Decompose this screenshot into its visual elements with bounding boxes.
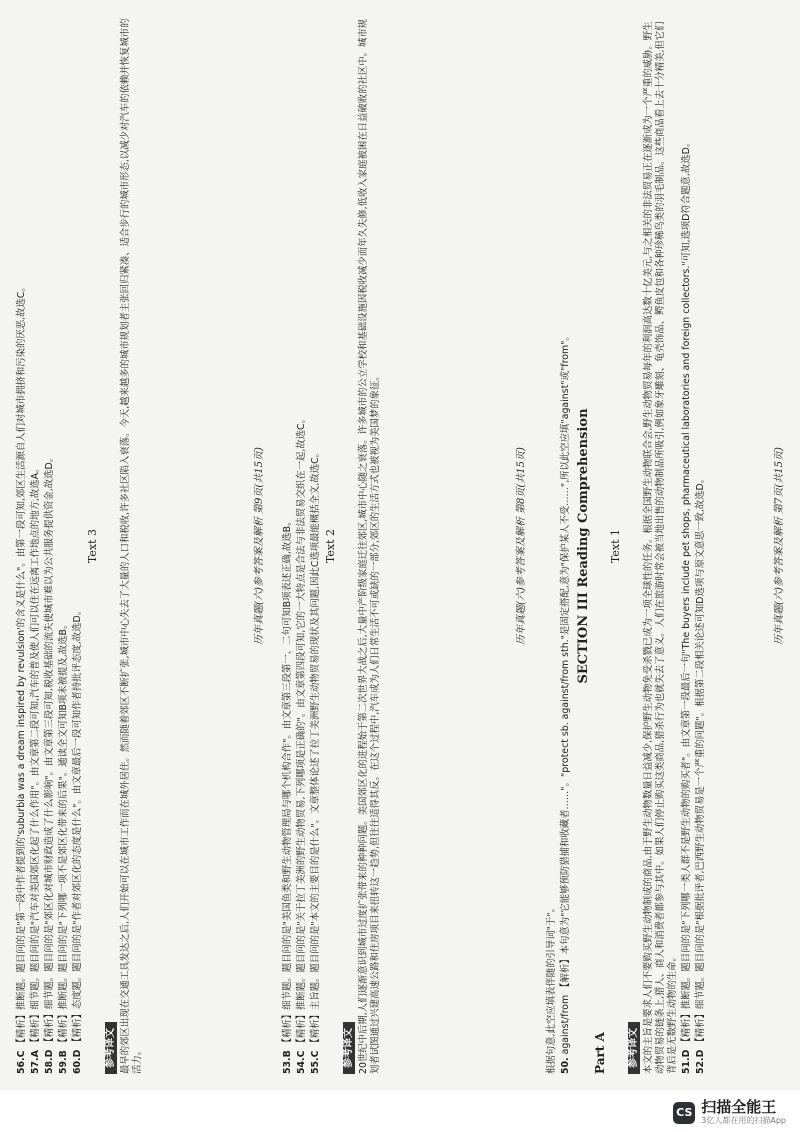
answer-item: 58.D 【精析】细节题。题目问的是"郊区化对城市财政造成了什么影响"。由文章第三段可知,税收基础的流失使城市难以为公共服务提供资金,故选D。 <box>44 452 55 1074</box>
answer-item: 51.D 【精析】推断题。题目问的是"下列哪一类人群不是野生动物的购买者"。由文章第一段最后一句"The buyers include pet shops, pharmaceutical laboratories and foreign collectors."可知,选项D符合题意,故选D。 <box>681 137 692 1074</box>
text-title: Text 3 <box>86 528 99 564</box>
watermark-text <box>701 1099 786 1126</box>
answer-item: 56.C 【精析】推断题。题目问的是"第一段中作者提到的'suburbia was a dream inspired by revulsion'的含义是什么"。由第一段可知,郊区生活源自人们对城市拥挤和污染的厌恶,故选C。 <box>16 282 27 1074</box>
page-footer: 历年真题(六)参考答案及解析 第8页(共15页) <box>516 447 527 645</box>
page-footer: 历年真题(六)参考答案及解析 第7页(共15页) <box>774 447 785 645</box>
answer-item: 54.C 【精析】推断题。题目问的是"关于拉丁美洲的野生动物贸易,下列哪项是正确的"。由文章第四段可知,它的一大特点是合法与非法贸易交织在一起,故选C。 <box>296 414 307 1074</box>
answer-item: 53.B 【精析】细节题。题目问的是"美国鱼类和野生动物管理局与哪个机构合作"。由文章第三段第一、二句可知B项表述正确,故选B。 <box>282 516 293 1074</box>
answer-item: 57.A 【精析】细节题。题目问的是"汽车对美国郊区化起了什么作用"。由文章第二段可知,汽车的普及使人们可以住在远离工作地点的地方,故选A。 <box>30 463 41 1074</box>
answer-item: 60.D 【精析】态度题。题目问的是"作者对郊区化的态度是什么"。由文章最后一段可知作者持批评态度,故选D。 <box>72 605 83 1074</box>
page-9 <box>10 8 272 1084</box>
page-8 <box>276 8 534 1084</box>
answer-item: 根据句意,此空应填表伴随的引导词"于"。 <box>546 903 557 1074</box>
camscanner-logo-icon: CS <box>673 1102 695 1124</box>
section-heading: SECTION III Reading Comprehension <box>576 408 591 684</box>
text-title: Text 2 <box>324 528 337 564</box>
translation-paragraph: 本文的主旨是要求人们不要购买野生动物制成的商品,由于野生动物数量日益减少,保护野生动物免受杀戮已成为一项全球性的任务。根据全国野生动物联合会,野生动物贸易每年的利润高达数十亿美元,与之相关的非法贸易正在逐渐成为一个严重的威胁。野生动物贸易的链条上,猎人、商人和消费者都参与其中。如果人们停止购买这类商品,猎杀行为也就失去了意义。人们在旅游时常会被当地出售的动物制品所吸引,例如象牙雕刻、龟壳饰品、鳄鱼皮包和各种珍稀鸟类的羽毛制品。这些商品看上去十分精美,但它们背后是无数野生动物的生命。 <box>643 21 678 1074</box>
translation-label: 参考译文 <box>105 1022 117 1074</box>
translation-paragraph: 最早的郊区出现在交通工具发达之后,人们开始可以在城市工作而在城外居住。然而随着郊区不断扩张,城市中心失去了大量的人口和税收,许多社区陷入衰落。今天,越来越多的城市规划者主张回归紧凑、适合步行的城市形态,以减少对汽车的依赖并恢复城市的活力。 <box>120 18 143 1074</box>
translation-label: 参考译文 <box>343 1022 355 1074</box>
translation-paragraph: 20世纪中后期,人们逐渐意识到城市过度扩张带来的种种问题。美国郊区化的进程始于第二次世界大战之后,大量中产阶级家庭迁往郊区,城市中心随之衰落。许多城市的公立学校和基础设施因税收减少而年久失修,低收入家庭被困在日益破败的社区中。城市规划者试图通过兴建高速公路和住房项目来扭转这一趋势,但往往适得其反。在这个过程中,汽车成为人们日常生活不可或缺的一部分,郊区的生活方式也被视为美国梦的象征。 <box>358 18 381 1074</box>
watermark-tagline: 3亿人都在用的扫描App <box>701 1116 786 1125</box>
translation-label: 参考译文 <box>628 1022 640 1074</box>
answer-item: 52.D 【精析】细节题。题目问的是"根据批评者,巴西野生动物贸易是一个严重的问题"。根据第二段相关论述可知D选项与原文意思一致,故选D。 <box>695 473 706 1074</box>
answer-item: 55.C 【精析】主旨题。题目问的是"本文的主要目的是什么"。文章整体论述了拉丁美洲野生动物贸易的现状及其问题,因此C选项最能概括全文,故选C。 <box>310 447 321 1074</box>
page-7 <box>540 8 792 1084</box>
watermark-app-name: 扫描全能王 <box>701 1098 777 1116</box>
scanner-watermark <box>673 1099 786 1126</box>
part-heading: Part A <box>593 1032 607 1074</box>
text-title: Text 1 <box>609 528 622 564</box>
answer-item: 50. against/from 【解析】本句意为"它能够预防猎捕和收藏者……"。"protect sb. against/from sth."是固定搭配,意为"保护某人不受……",所以此空应填"against"或"from"。 <box>560 331 571 1074</box>
page-footer: 历年真题(六)参考答案及解析 第9页(共15页) <box>254 447 265 645</box>
answer-item: 59.B 【精析】推断题。题目问的是"下列哪一项不是郊区化带来的后果"。通读全文可知B项未被提及,故选B。 <box>58 619 69 1074</box>
